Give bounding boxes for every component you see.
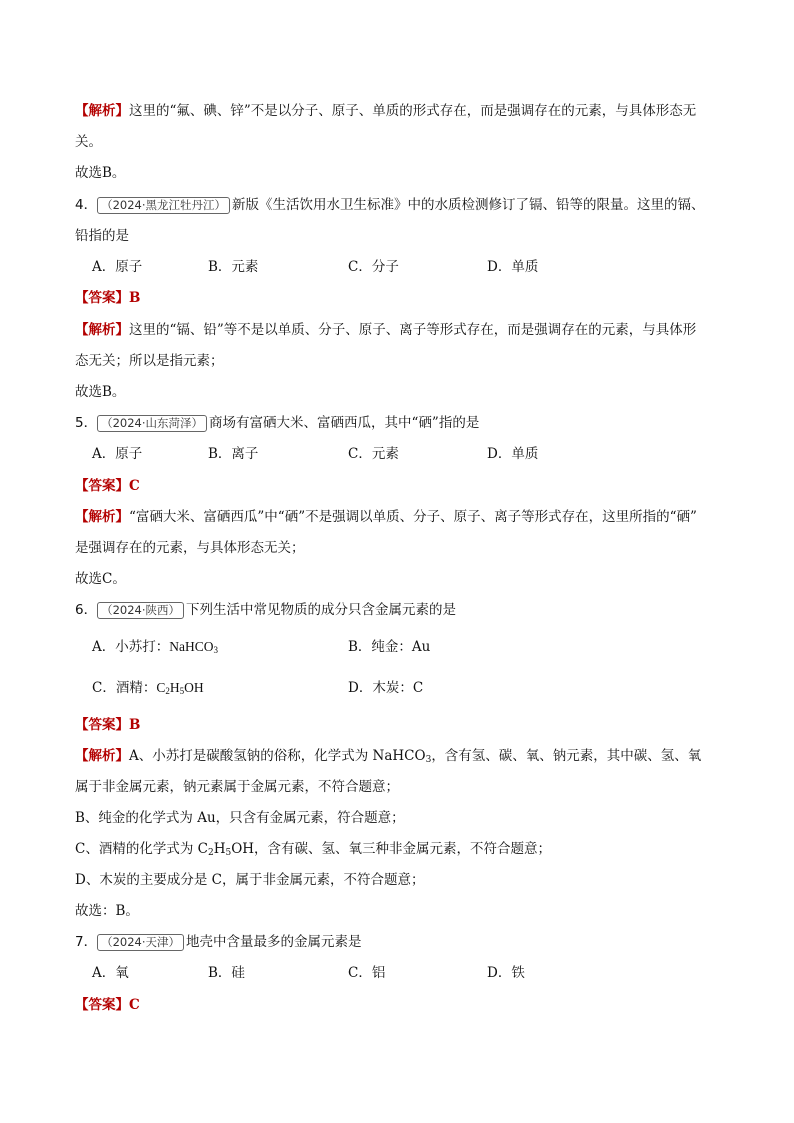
q6-option-c-formula-2: H xyxy=(169,680,180,695)
q4-conclusion: 故选B。 xyxy=(75,384,126,400)
q4-analysis-line2: 态无关；所以是指元素； xyxy=(75,353,224,369)
q6-option-a xyxy=(92,638,218,659)
q4-answer xyxy=(75,289,725,307)
q5-answer xyxy=(75,477,725,495)
q6-analysis-subscript: 3 xyxy=(425,755,432,765)
q6-option-c-sub-2: 5 xyxy=(179,686,185,696)
answer-label: 【答案】 xyxy=(75,478,129,494)
q7-source-tag: （2024·天津） xyxy=(97,934,184,951)
q7-answer-value: C xyxy=(129,997,140,1013)
q4-stem-text: 新版《生活饮用水卫生标准》中的水质检测修订了镉、铅等的限量。这里的镉、 xyxy=(232,197,705,213)
q6-analysis4-sub-2: 5 xyxy=(225,848,232,858)
q5-number: 5． xyxy=(75,415,98,431)
q4-answer-value: B xyxy=(129,290,141,306)
q6-stem xyxy=(75,601,725,619)
answer-label: 【答案】 xyxy=(75,717,129,733)
q4-stem-line1 xyxy=(75,196,725,214)
q7-option-b: B．硅 xyxy=(208,965,245,981)
q6-conclusion: 故选：B。 xyxy=(75,903,139,919)
q3-analysis-line1 xyxy=(75,102,725,120)
q5-option-a: A．原子 xyxy=(92,446,143,462)
q5-analysis-text: “富硒大米、富硒西瓜”中“硒”不是强调以单质、分子、原子、离子等形式存在，这里所指的“硒” xyxy=(129,509,697,525)
analysis-label: 【解析】 xyxy=(75,748,129,764)
q7-option-c: C．铝 xyxy=(348,965,386,981)
answer-label: 【答案】 xyxy=(75,997,129,1013)
q4-option-a: A．原子 xyxy=(92,259,143,275)
q6-option-c-sub-1: 2 xyxy=(165,686,170,696)
q6-analysis-line4 xyxy=(75,840,725,862)
q5-option-b: B．离子 xyxy=(208,446,259,462)
analysis-label: 【解析】 xyxy=(75,509,129,525)
q7-answer xyxy=(75,996,725,1014)
q5-answer-value: C xyxy=(129,478,140,494)
answer-label: 【答案】 xyxy=(75,290,129,306)
q5-analysis-line2: 是强调存在的元素，与具体形态无关； xyxy=(75,540,305,556)
q4-analysis-text: 这里的“镉、铅”等不是以单质、分子、原子、离子等形式存在，而是强调存在的元素，与具体形 xyxy=(129,322,697,338)
q4-option-d: D．单质 xyxy=(487,259,539,275)
q6-stem-text: 下列生活中常见物质的成分只含金属元素的是 xyxy=(186,602,457,618)
q6-option-c xyxy=(92,679,204,700)
q7-option-a: A．氧 xyxy=(92,965,129,981)
q4-analysis-line1 xyxy=(75,321,725,339)
q4-source-tag: （2024·黑龙江牡丹江） xyxy=(97,197,230,214)
q3-analysis-text: 这里的“氟、碘、锌”不是以分子、原子、单质的形式存在，而是强调存在的元素，与具体形态无 xyxy=(129,103,697,119)
q6-option-c-formula-1: C xyxy=(156,680,166,695)
q6-analysis4-text-c: OH，含有碳、氢、氧三种非金属元素，不符合题意； xyxy=(231,841,552,857)
q4-number: 4． xyxy=(75,197,98,213)
q6-option-a-subscript: 3 xyxy=(213,645,218,655)
q6-analysis-line5: D、木炭的主要成分是 C，属于非金属元素，不符合题意； xyxy=(75,872,425,888)
q5-stem xyxy=(75,414,725,432)
q7-stem-text: 地壳中含量最多的金属元素是 xyxy=(186,934,362,950)
q6-analysis-line1 xyxy=(75,747,725,769)
q6-analysis-text-b: ，含有氢、碳、氧、钠元素，其中碳、氢、氧 xyxy=(431,748,702,764)
q6-option-c-label: C．酒精： xyxy=(92,680,157,696)
q4-option-b: B．元素 xyxy=(208,259,259,275)
q6-analysis4-sub-1: 2 xyxy=(207,848,214,858)
q6-number: 6． xyxy=(75,602,98,618)
q5-conclusion: 故选C。 xyxy=(75,571,126,587)
q5-stem-text: 商场有富硒大米、富硒西瓜，其中“硒”指的是 xyxy=(209,415,480,431)
q7-number: 7． xyxy=(75,934,98,950)
q6-analysis-line3: B、纯金的化学式为 Au，只含有金属元素，符合题意； xyxy=(75,810,405,826)
q6-option-a-formula: NaHCO xyxy=(169,639,214,654)
q6-source-tag: （2024·陕西） xyxy=(97,602,184,619)
q6-option-c-formula-3: OH xyxy=(184,680,204,695)
q6-option-a-label: A．小苏打： xyxy=(92,639,170,655)
q6-analysis-line2: 属于非金属元素，钠元素属于金属元素，不符合题意； xyxy=(75,779,399,795)
q6-option-d: D．木炭：C xyxy=(348,680,424,696)
q6-answer xyxy=(75,716,725,734)
q4-stem-line2: 铅指的是 xyxy=(75,228,129,244)
q6-analysis-text-a: A、小苏打是碳酸氢钠的俗称，化学式为 NaHCO xyxy=(129,748,426,764)
q5-option-c: C．元素 xyxy=(348,446,399,462)
q3-analysis-line2: 关。 xyxy=(75,134,102,150)
q6-option-b: B．纯金：Au xyxy=(348,639,431,655)
analysis-label: 【解析】 xyxy=(75,322,129,338)
q5-source-tag: （2024·山东菏泽） xyxy=(97,415,207,432)
q7-option-d: D．铁 xyxy=(487,965,525,981)
q7-stem xyxy=(75,933,725,951)
q3-conclusion: 故选B。 xyxy=(75,165,126,181)
q6-analysis4-text-a: C、酒精的化学式为 C xyxy=(75,841,208,857)
q5-analysis-line1 xyxy=(75,508,725,526)
analysis-label: 【解析】 xyxy=(75,103,129,119)
q4-option-c: C．分子 xyxy=(348,259,399,275)
q5-option-d: D．单质 xyxy=(487,446,539,462)
q6-analysis4-text-b: H xyxy=(213,841,226,857)
q6-answer-value: B xyxy=(129,717,141,733)
